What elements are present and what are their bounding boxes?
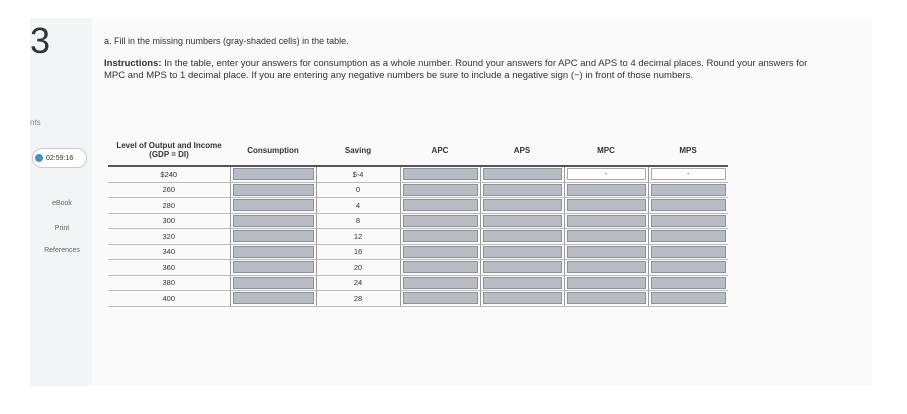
- mpc-input[interactable]: [567, 199, 646, 211]
- table-row: [108, 229, 728, 245]
- header-saving: Saving: [316, 135, 400, 166]
- saving-cell: 12: [316, 229, 400, 245]
- level-cell: 280: [108, 198, 230, 214]
- question-number: 3: [30, 20, 51, 61]
- aps-input[interactable]: [483, 168, 562, 180]
- aps-input[interactable]: [483, 246, 562, 258]
- saving-cell: $-4: [316, 166, 400, 182]
- consumption-input[interactable]: [233, 277, 314, 289]
- saving-cell: 20: [316, 260, 400, 276]
- mps-input[interactable]: [651, 261, 727, 273]
- instructions-text: In the table, enter your answers for consumption as a whole number. Round your answers for APC and APS to 4 decimal places. Round your answers for MPC and MPS to 1 decimal place. If you are entering any negative numbers be sure to include a negative sign (−) in front of those numbers.: [104, 58, 808, 81]
- apc-input[interactable]: [403, 168, 478, 180]
- consumption-input[interactable]: [233, 184, 314, 196]
- mpc-input[interactable]: [567, 246, 646, 258]
- header-aps: APS: [480, 135, 564, 166]
- references-link[interactable]: References: [44, 247, 80, 254]
- header-level: Level of Output and Income (GDP = DI): [108, 135, 230, 166]
- mpc-input[interactable]: [567, 261, 646, 273]
- table-row: [108, 213, 728, 229]
- aps-input[interactable]: [483, 292, 562, 304]
- apc-input[interactable]: [403, 292, 478, 304]
- header-consumption: Consumption: [230, 135, 316, 166]
- ebook-link[interactable]: eBook: [52, 200, 72, 207]
- aps-input[interactable]: [483, 230, 562, 242]
- mps-input[interactable]: [651, 246, 727, 258]
- timer-text: 02:59:16: [46, 154, 74, 162]
- mpc-input[interactable]: [567, 184, 646, 196]
- saving-cell: 8: [316, 213, 400, 229]
- apc-input[interactable]: [403, 261, 478, 273]
- aps-input[interactable]: [483, 277, 562, 289]
- table-row: [108, 275, 728, 291]
- mps-input[interactable]: [651, 230, 727, 242]
- mps-input[interactable]: [651, 199, 727, 211]
- mps-cell: -: [651, 168, 727, 180]
- apc-input[interactable]: [403, 184, 478, 196]
- saving-cell: 24: [316, 275, 400, 291]
- consumption-input[interactable]: [233, 292, 314, 304]
- saving-cell: 4: [316, 198, 400, 214]
- instructions-label: Instructions:: [104, 58, 162, 69]
- level-cell: 300: [108, 213, 230, 229]
- level-cell: $240: [108, 166, 230, 182]
- saving-cell: 0: [316, 182, 400, 198]
- table-row: [108, 166, 728, 182]
- mpc-input[interactable]: [567, 277, 646, 289]
- timer-badge: [32, 148, 87, 168]
- header-apc: APC: [400, 135, 480, 166]
- question-prompt: a. Fill in the missing numbers (gray-shaded cells) in the table.: [104, 36, 349, 46]
- table-row: [108, 244, 728, 260]
- mpc-cell: -: [567, 168, 646, 180]
- header-mps: MPS: [648, 135, 728, 166]
- level-cell: 380: [108, 275, 230, 291]
- consumption-input[interactable]: [233, 215, 314, 227]
- consumption-input[interactable]: [233, 230, 314, 242]
- apc-input[interactable]: [403, 230, 478, 242]
- clock-icon: [35, 154, 43, 162]
- table-row: [108, 182, 728, 198]
- mpc-input[interactable]: [567, 292, 646, 304]
- header-mpc: MPC: [564, 135, 648, 166]
- mpc-input[interactable]: [567, 215, 646, 227]
- level-cell: 400: [108, 291, 230, 307]
- table-header-row: [108, 135, 728, 166]
- print-link[interactable]: Print: [54, 225, 70, 232]
- mpc-input[interactable]: [567, 230, 646, 242]
- apc-input[interactable]: [403, 246, 478, 258]
- points-label: nts: [30, 118, 41, 127]
- level-cell: 260: [108, 182, 230, 198]
- aps-input[interactable]: [483, 199, 562, 211]
- aps-input[interactable]: [483, 261, 562, 273]
- consumption-input[interactable]: [233, 199, 314, 211]
- apc-input[interactable]: [403, 215, 478, 227]
- consumption-input[interactable]: [233, 168, 314, 180]
- table-row: [108, 260, 728, 276]
- saving-cell: 16: [316, 244, 400, 260]
- answer-table: [108, 135, 728, 307]
- mps-input[interactable]: [651, 277, 727, 289]
- aps-input[interactable]: [483, 184, 562, 196]
- level-cell: 360: [108, 260, 230, 276]
- level-cell: 340: [108, 244, 230, 260]
- aps-input[interactable]: [483, 215, 562, 227]
- apc-input[interactable]: [403, 277, 478, 289]
- level-cell: 320: [108, 229, 230, 245]
- mps-input[interactable]: [651, 292, 727, 304]
- mps-input[interactable]: [651, 215, 727, 227]
- apc-input[interactable]: [403, 199, 478, 211]
- table-row: [108, 291, 728, 307]
- consumption-input[interactable]: [233, 261, 314, 273]
- table-row: [108, 198, 728, 214]
- saving-cell: 28: [316, 291, 400, 307]
- mps-input[interactable]: [651, 184, 727, 196]
- instructions: [104, 58, 824, 82]
- consumption-input[interactable]: [233, 246, 314, 258]
